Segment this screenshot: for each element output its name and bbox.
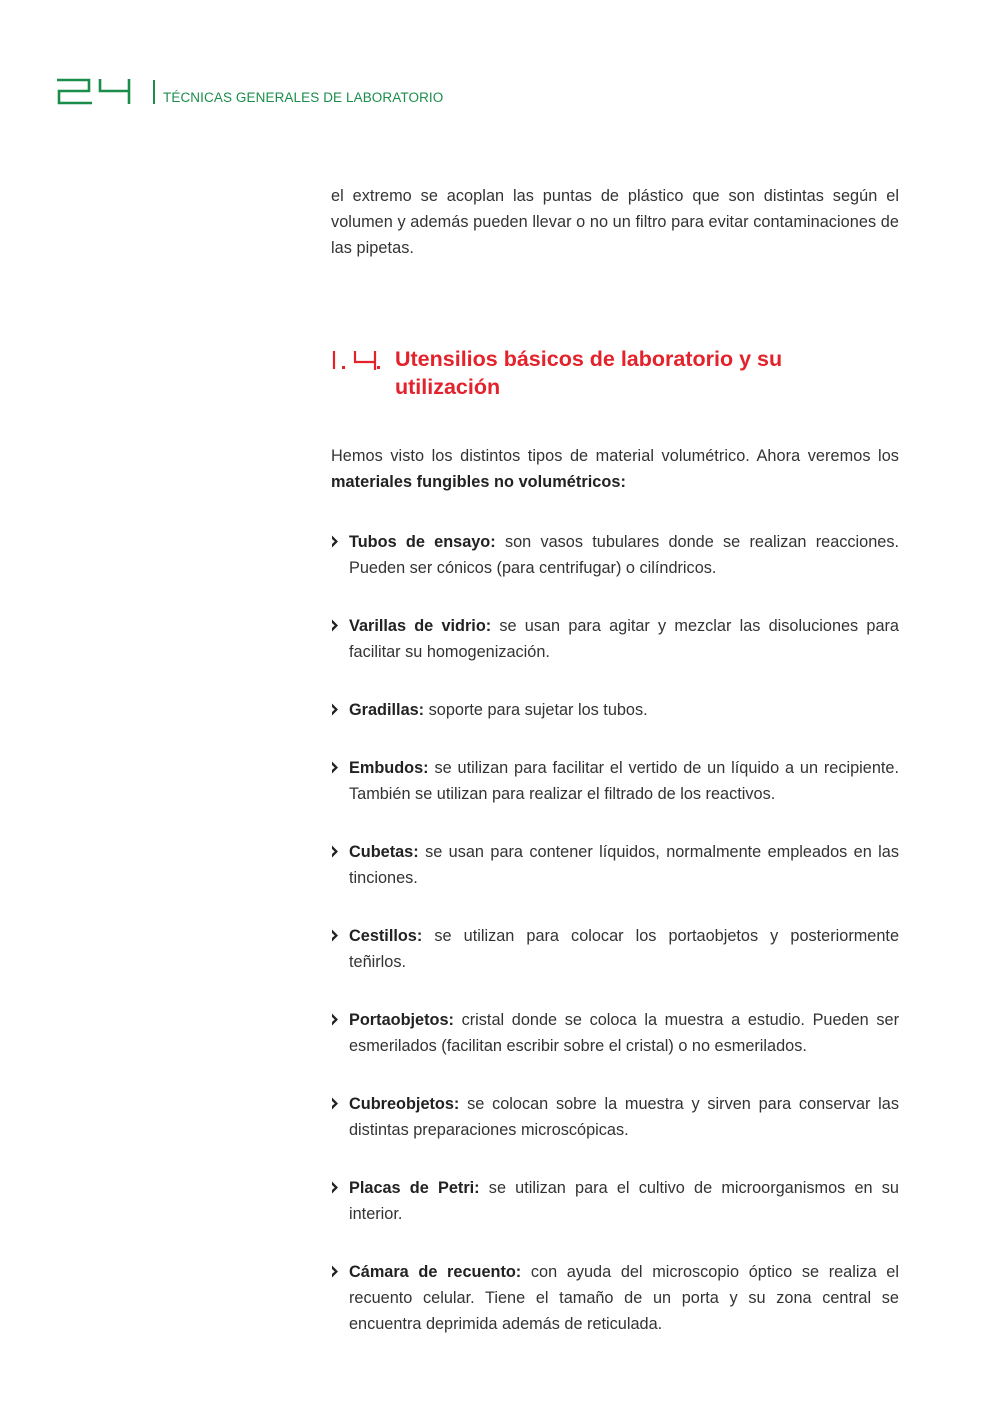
list-item: [331, 1007, 899, 1059]
running-title: TÉCNICAS GENERALES DE LABORATORIO: [163, 89, 444, 105]
list-item-description: se utilizan para facilitar el vertido de un líquido a un recipiente. También se utilizan para realizar el filtrado de los reactivos.: [349, 759, 899, 803]
list-item-term: Embudos:: [349, 759, 429, 777]
list-item-term: Portaobjetos:: [349, 1011, 454, 1029]
bullet-icon: [331, 1262, 341, 1280]
list-item-description: cristal donde se coloca la muestra a estudio. Pueden ser esmerilados (facilitan escribir sobre el cristal) o no esmerilados.: [349, 1011, 899, 1055]
materials-list: [331, 529, 899, 1337]
bullet-icon: [331, 700, 341, 718]
list-item-text: [349, 529, 899, 581]
list-item-description: se usan para agitar y mezclar las disoluciones para facilitar su homogenización.: [349, 617, 899, 661]
list-item-description: soporte para sujetar los tubos.: [424, 701, 648, 719]
bullet-icon: [331, 1010, 341, 1028]
list-item-description: se utilizan para colocar los portaobjetos y posteriormente teñirlos.: [349, 927, 899, 971]
list-item: [331, 1175, 899, 1227]
list-item: [331, 613, 899, 665]
list-item-text: [349, 613, 899, 665]
list-item: [331, 1259, 899, 1337]
bullet-icon: [331, 616, 341, 634]
list-item: [331, 529, 899, 581]
list-item-term: Cubreobjetos:: [349, 1095, 460, 1113]
list-item-term: Cubetas:: [349, 843, 419, 861]
list-item: [331, 839, 899, 891]
bullet-icon: [331, 1094, 341, 1112]
header-divider: [153, 80, 155, 104]
list-item: [331, 755, 899, 807]
list-item-text: [349, 1259, 899, 1337]
list-item-term: Varillas de vidrio:: [349, 617, 492, 635]
bullet-icon: [331, 532, 341, 550]
list-item-term: Cestillos:: [349, 927, 423, 945]
page-header: [55, 70, 443, 106]
list-item-term: Cámara de recuento:: [349, 1263, 522, 1281]
section-number-glyphs: [331, 350, 381, 372]
list-item-description: con ayuda del microscopio óptico se realiza el recuento celular. Tiene el tamaño de un porta y su zona central se encuentra deprimida además de reticulada.: [349, 1263, 899, 1333]
intro-text: Hemos visto los distintos tipos de material volumétrico. Ahora veremos los: [331, 447, 899, 465]
list-item-text: [349, 755, 899, 807]
bullet-icon: [331, 1178, 341, 1196]
list-item-description: se colocan sobre la muestra y sirven para conservar las distintas preparaciones microscópicas.: [349, 1095, 899, 1139]
intro-bold-text: materiales fungibles no volumétricos:: [331, 473, 626, 491]
page-content: [331, 183, 899, 1369]
list-item-text: [349, 697, 899, 723]
list-item-description: son vasos tubulares donde se realizan reacciones. Pueden ser cónicos (para centrifugar) o cilíndricos.: [349, 533, 899, 577]
bullet-icon: [331, 926, 341, 944]
list-item-text: [349, 1175, 899, 1227]
section-number: [331, 350, 381, 377]
list-item-text: [349, 1091, 899, 1143]
list-item-text: [349, 923, 899, 975]
page-number-glyphs: [55, 76, 147, 106]
list-item: [331, 923, 899, 975]
list-item-term: Tubos de ensayo:: [349, 533, 496, 551]
list-item: [331, 1091, 899, 1143]
bullet-icon: [331, 758, 341, 776]
intro-paragraph: [331, 443, 899, 495]
page-number: [55, 76, 147, 106]
list-item-description: se usan para contener líquidos, normalmente empleados en las tinciones.: [349, 843, 899, 887]
continued-paragraph: el extremo se acoplan las puntas de plástico que son distintas según el volumen y además pueden llevar o no un filtro para evitar contaminaciones de las pipetas.: [331, 187, 899, 257]
list-item-term: Placas de Petri:: [349, 1179, 480, 1197]
list-item-text: [349, 1007, 899, 1059]
list-item-description: se utilizan para el cultivo de microorganismos en su interior.: [349, 1179, 899, 1223]
section-title: Utensilios básicos de laboratorio y su utilización: [395, 347, 783, 399]
list-item-text: [349, 839, 899, 891]
bullet-icon: [331, 842, 341, 860]
list-item: [331, 697, 899, 723]
section-heading: [331, 345, 899, 405]
list-item-term: Gradillas:: [349, 701, 425, 719]
